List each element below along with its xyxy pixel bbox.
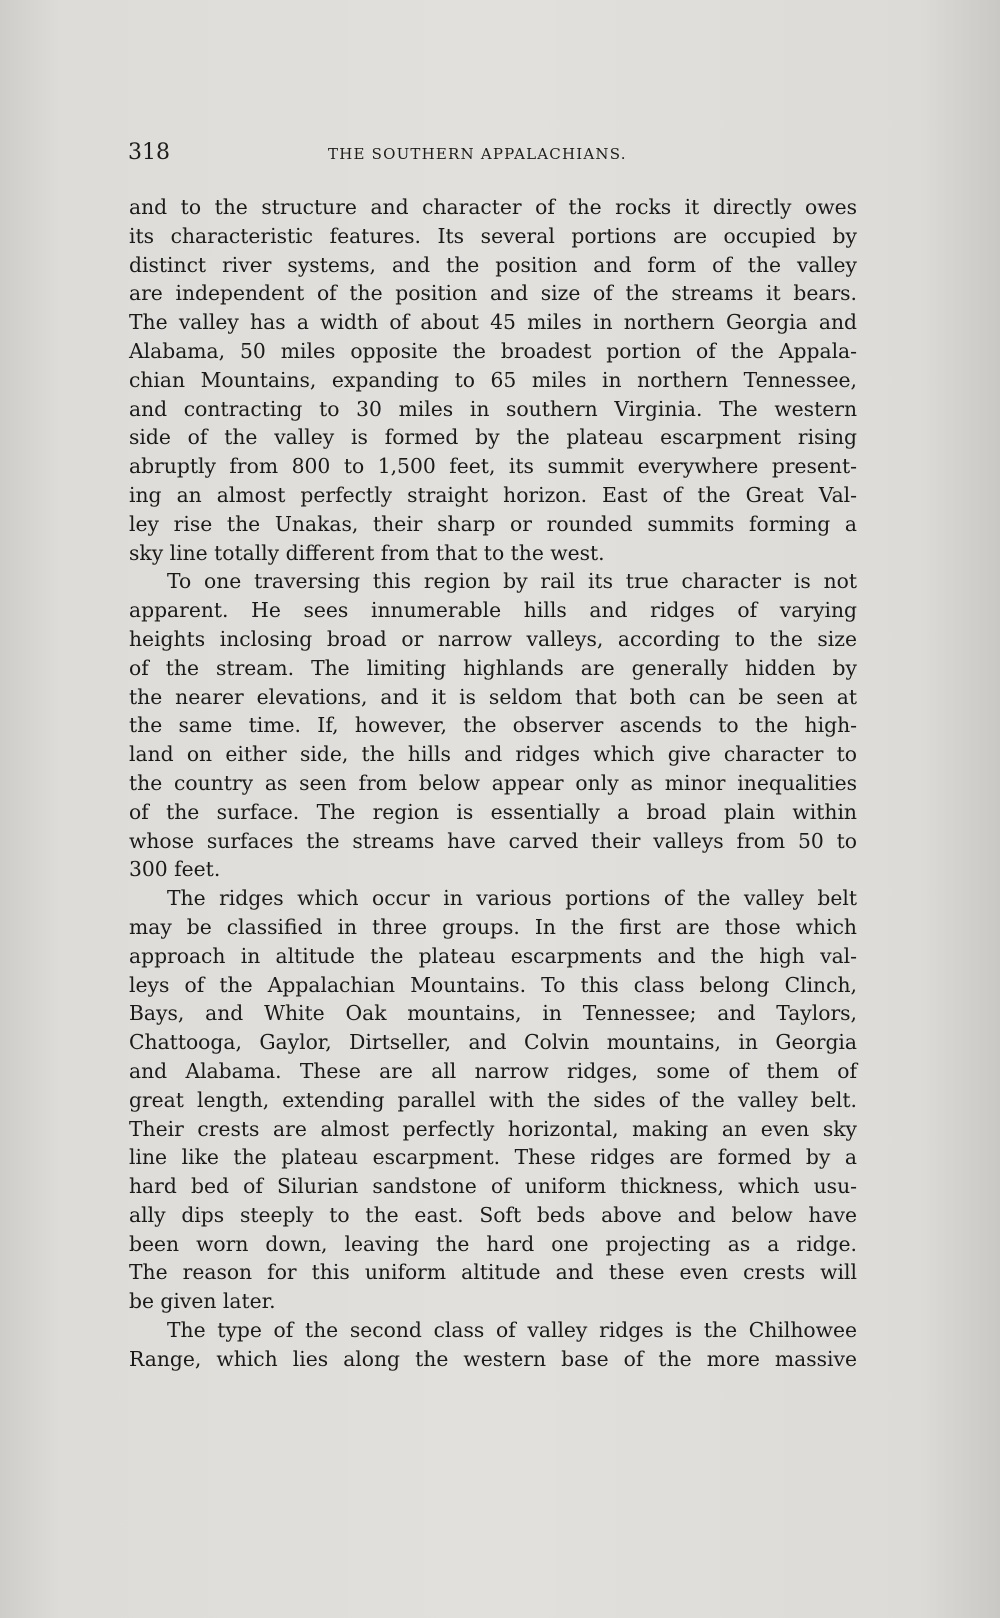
paragraph [129, 884, 857, 1316]
body-text [129, 193, 857, 1374]
paragraph [129, 1316, 857, 1374]
text-line: The type of the second class of valley ridges is the Chilhowee [167, 1318, 857, 1343]
text-line: abruptly from 800 to 1,500 feet, its summit everywhere present- [129, 454, 857, 479]
text-line: the same time. If, however, the observer ascends to the high- [129, 713, 857, 738]
text-line: the nearer elevations, and it is seldom that both can be seen at [129, 684, 857, 709]
text-line: are independent of the position and size of the streams it bears. [129, 281, 857, 306]
text-line: may be classified in three groups. In the first are those which [129, 914, 857, 939]
text-line: hard bed of Silurian sandstone of uniform thickness, which usu- [129, 1174, 857, 1199]
text-line: of the stream. The limiting highlands are generally hidden by [129, 655, 857, 680]
page-number: 318 [128, 140, 170, 165]
text-line: side of the valley is formed by the plateau escarpment rising [129, 425, 857, 450]
text-line: sky line totally different from that to the west. [129, 540, 605, 565]
text-line: apparent. He sees innumerable hills and ridges of varying [129, 598, 857, 623]
text-line: great length, extending parallel with the sides of the valley belt. [129, 1087, 857, 1112]
text-line: its characteristic features. Its several portions are occupied by [129, 223, 857, 248]
text-line: To one traversing this region by rail its true character is not [167, 569, 857, 594]
text-line: The ridges which occur in various portions of the valley belt [167, 886, 857, 911]
text-line: distinct river systems, and the position and form of the valley [129, 252, 857, 277]
text-line: chian Mountains, expanding to 65 miles in northern Tennessee, [129, 367, 857, 392]
paragraph [129, 193, 857, 567]
running-title: THE SOUTHERN APPALACHIANS. [328, 145, 627, 163]
text-line: Bays, and White Oak mountains, in Tennessee; and Taylors, [129, 1001, 857, 1026]
text-line: been worn down, leaving the hard one projecting as a ridge. [129, 1231, 857, 1256]
text-line: ing an almost perfectly straight horizon. East of the Great Val- [129, 482, 857, 507]
text-line: The reason for this uniform altitude and these even crests will [129, 1260, 857, 1285]
page-header [128, 140, 858, 180]
paragraph [129, 567, 857, 884]
text-line: approach in altitude the plateau escarpments and the high val- [129, 943, 857, 968]
text-line: land on either side, the hills and ridges which give character to [129, 742, 857, 767]
text-line: Alabama, 50 miles opposite the broadest portion of the Appala- [129, 338, 857, 363]
text-line: and Alabama. These are all narrow ridges, some of them of [129, 1058, 857, 1083]
text-line: of the surface. The region is essentially a broad plain within [129, 799, 857, 824]
text-line: Range, which lies along the western base of the more massive [129, 1346, 857, 1371]
text-line: The valley has a width of about 45 miles in northern Georgia and [129, 310, 857, 335]
text-line: ally dips steeply to the east. Soft beds above and below have [129, 1202, 857, 1227]
text-line: line like the plateau escarpment. These ridges are formed by a [129, 1145, 857, 1170]
text-line: ley rise the Unakas, their sharp or rounded summits forming a [129, 511, 857, 536]
text-line: Their crests are almost perfectly horizontal, making an even sky [129, 1116, 857, 1141]
text-line: the country as seen from below appear only as minor inequalities [129, 770, 857, 795]
text-line: Chattooga, Gaylor, Dirtseller, and Colvin mountains, in Georgia [129, 1030, 857, 1055]
text-line: and to the structure and character of the rocks it directly owes [129, 195, 857, 219]
text-line: 300 feet. [129, 857, 221, 882]
text-line: be given later. [129, 1289, 276, 1314]
text-line: whose surfaces the streams have carved their valleys from 50 to [129, 828, 857, 853]
text-line: heights inclosing broad or narrow valleys, according to the size [129, 626, 857, 651]
text-line: and contracting to 30 miles in southern Virginia. The western [129, 396, 857, 421]
text-line: leys of the Appalachian Mountains. To this class belong Clinch, [129, 972, 857, 997]
